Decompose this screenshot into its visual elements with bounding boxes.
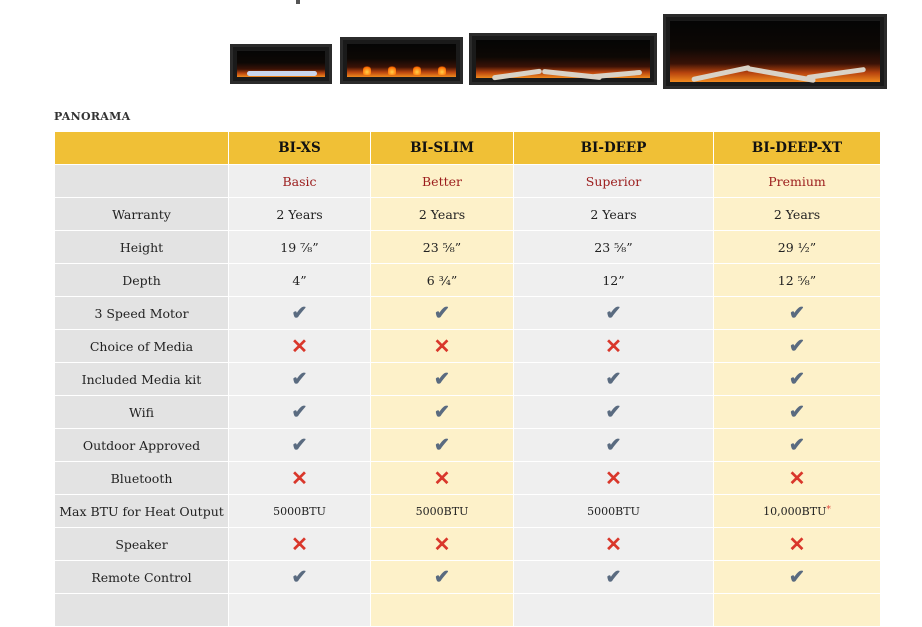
value-cell xyxy=(514,198,714,231)
checkmark-icon: ✔ xyxy=(789,400,805,423)
cell-value: 5000BTU xyxy=(587,504,640,518)
feature-cell xyxy=(714,363,881,396)
row-label: Warranty xyxy=(55,198,229,231)
checkmark-icon: ✔ xyxy=(434,565,450,588)
cell-value: 2 Years xyxy=(773,206,821,222)
checkmark-icon: ✔ xyxy=(789,433,805,456)
feature-cell xyxy=(514,330,714,363)
feature-cell xyxy=(371,429,514,462)
row-label: Speaker xyxy=(55,528,229,561)
checkmark-icon: ✔ xyxy=(434,433,450,456)
checkmark-icon: ✔ xyxy=(291,301,308,324)
table-row xyxy=(55,429,881,462)
cell-value: 12 ⅝” xyxy=(777,272,817,288)
cell-value: 23 ⅝” xyxy=(594,239,633,255)
checkmark-icon: ✔ xyxy=(434,301,450,324)
feature-cell xyxy=(714,528,881,561)
feature-cell xyxy=(371,396,514,429)
cross-icon: ✕ xyxy=(291,466,308,490)
table-row xyxy=(55,198,881,231)
checkmark-icon: ✔ xyxy=(605,565,622,588)
empty-cell xyxy=(55,594,229,627)
feature-cell xyxy=(714,396,881,429)
cross-icon: ✕ xyxy=(605,466,622,490)
bi-deep-xt-fireplace-image xyxy=(663,14,887,89)
comparison-table xyxy=(54,131,881,627)
feature-cell xyxy=(714,429,881,462)
cross-icon: ✕ xyxy=(605,334,622,358)
feature-cell xyxy=(714,561,881,594)
cell-value: 10,000BTU xyxy=(763,504,827,518)
cross-icon: ✕ xyxy=(788,532,806,556)
feature-cell xyxy=(371,528,514,561)
cross-icon: ✕ xyxy=(433,334,451,358)
value-cell xyxy=(714,495,881,528)
feature-cell xyxy=(714,330,881,363)
cell-value: 19 ⅞” xyxy=(280,239,319,255)
checkmark-icon: ✔ xyxy=(789,367,805,390)
bi-xs-fireplace-image xyxy=(230,44,332,84)
feature-cell xyxy=(229,561,371,594)
header-row xyxy=(55,132,881,165)
table-row xyxy=(55,264,881,297)
table-row xyxy=(55,396,881,429)
column-header: BI-DEEP-XT xyxy=(714,132,881,165)
checkmark-icon: ✔ xyxy=(434,400,450,423)
feature-cell xyxy=(229,462,371,495)
checkmark-icon: ✔ xyxy=(789,334,805,357)
tier-cell: Better xyxy=(371,165,514,198)
feature-cell xyxy=(514,297,714,330)
cross-icon: ✕ xyxy=(291,334,308,358)
row-label: Outdoor Approved xyxy=(55,429,229,462)
row-label: Height xyxy=(55,231,229,264)
checkmark-icon: ✔ xyxy=(605,301,622,324)
row-label: Max BTU for Heat Output xyxy=(55,495,229,528)
checkmark-icon: ✔ xyxy=(789,565,805,588)
value-cell xyxy=(371,198,514,231)
cell-value: 29 ½” xyxy=(777,239,817,255)
checkmark-icon: ✔ xyxy=(434,367,450,390)
decorative-mark xyxy=(296,0,300,4)
cell-value: 6 ¾” xyxy=(426,272,458,288)
row-label: 3 Speed Motor xyxy=(55,297,229,330)
feature-cell xyxy=(229,330,371,363)
tier-cell: Superior xyxy=(514,165,714,198)
feature-cell xyxy=(714,297,881,330)
feature-cell xyxy=(229,429,371,462)
cell-value: 12” xyxy=(602,272,625,288)
feature-cell xyxy=(514,462,714,495)
column-header: BI-XS xyxy=(229,132,371,165)
feature-cell xyxy=(514,561,714,594)
table-row xyxy=(55,363,881,396)
value-cell xyxy=(714,264,881,297)
value-cell xyxy=(371,495,514,528)
table-row xyxy=(55,495,881,528)
table-row xyxy=(55,330,881,363)
column-header: BI-DEEP xyxy=(514,132,714,165)
cross-icon: ✕ xyxy=(788,466,806,490)
row-label: Bluetooth xyxy=(55,462,229,495)
table-row xyxy=(55,462,881,495)
feature-cell xyxy=(229,396,371,429)
empty-cell xyxy=(229,594,371,627)
table-row xyxy=(55,297,881,330)
header-corner xyxy=(55,132,229,165)
checkmark-icon: ✔ xyxy=(605,433,622,456)
feature-cell xyxy=(514,429,714,462)
table-row xyxy=(55,231,881,264)
feature-cell xyxy=(371,330,514,363)
asterisk-mark: * xyxy=(826,504,831,515)
checkmark-icon: ✔ xyxy=(291,565,308,588)
value-cell xyxy=(514,231,714,264)
value-cell xyxy=(714,198,881,231)
value-cell xyxy=(514,495,714,528)
section-label: PANORAMA xyxy=(54,110,131,123)
cell-value: 2 Years xyxy=(590,206,637,222)
cell-value: 5000BTU xyxy=(415,504,469,518)
empty-cell xyxy=(371,594,514,627)
value-cell xyxy=(514,264,714,297)
value-cell xyxy=(229,231,371,264)
feature-cell xyxy=(229,297,371,330)
tier-row xyxy=(55,165,881,198)
row-label xyxy=(55,165,229,198)
cross-icon: ✕ xyxy=(433,532,451,556)
row-label: Depth xyxy=(55,264,229,297)
cross-icon: ✕ xyxy=(433,466,451,490)
value-cell xyxy=(229,198,371,231)
feature-cell xyxy=(514,396,714,429)
cross-icon: ✕ xyxy=(605,532,622,556)
checkmark-icon: ✔ xyxy=(605,367,622,390)
checkmark-icon: ✔ xyxy=(789,301,805,324)
feature-cell xyxy=(514,363,714,396)
feature-cell xyxy=(229,363,371,396)
value-cell xyxy=(371,264,514,297)
feature-cell xyxy=(371,363,514,396)
cell-value: 4” xyxy=(292,272,307,288)
value-cell xyxy=(229,264,371,297)
empty-cell xyxy=(714,594,881,627)
table-row xyxy=(55,561,881,594)
tier-cell: Premium xyxy=(714,165,881,198)
table-row xyxy=(55,528,881,561)
cell-value: 2 Years xyxy=(418,206,466,222)
checkmark-icon: ✔ xyxy=(291,400,308,423)
bi-slim-fireplace-image xyxy=(340,37,463,84)
table-row xyxy=(55,594,881,627)
value-cell xyxy=(229,495,371,528)
value-cell xyxy=(371,231,514,264)
cell-value: 23 ⅝” xyxy=(422,239,462,255)
checkmark-icon: ✔ xyxy=(605,400,622,423)
value-cell xyxy=(714,231,881,264)
feature-cell xyxy=(714,462,881,495)
bi-deep-fireplace-image xyxy=(469,33,657,85)
row-label: Remote Control xyxy=(55,561,229,594)
row-label: Choice of Media xyxy=(55,330,229,363)
feature-cell xyxy=(229,528,371,561)
checkmark-icon: ✔ xyxy=(291,367,308,390)
tier-cell: Basic xyxy=(229,165,371,198)
feature-cell xyxy=(514,528,714,561)
feature-cell xyxy=(371,561,514,594)
row-label: Wifi xyxy=(55,396,229,429)
empty-cell xyxy=(514,594,714,627)
cross-icon: ✕ xyxy=(291,532,308,556)
row-label: Included Media kit xyxy=(55,363,229,396)
feature-cell xyxy=(371,297,514,330)
cell-value: 2 Years xyxy=(276,206,323,222)
feature-cell xyxy=(371,462,514,495)
checkmark-icon: ✔ xyxy=(291,433,308,456)
product-images xyxy=(0,0,922,100)
cell-value: 5000BTU xyxy=(273,504,326,518)
column-header: BI-SLIM xyxy=(371,132,514,165)
